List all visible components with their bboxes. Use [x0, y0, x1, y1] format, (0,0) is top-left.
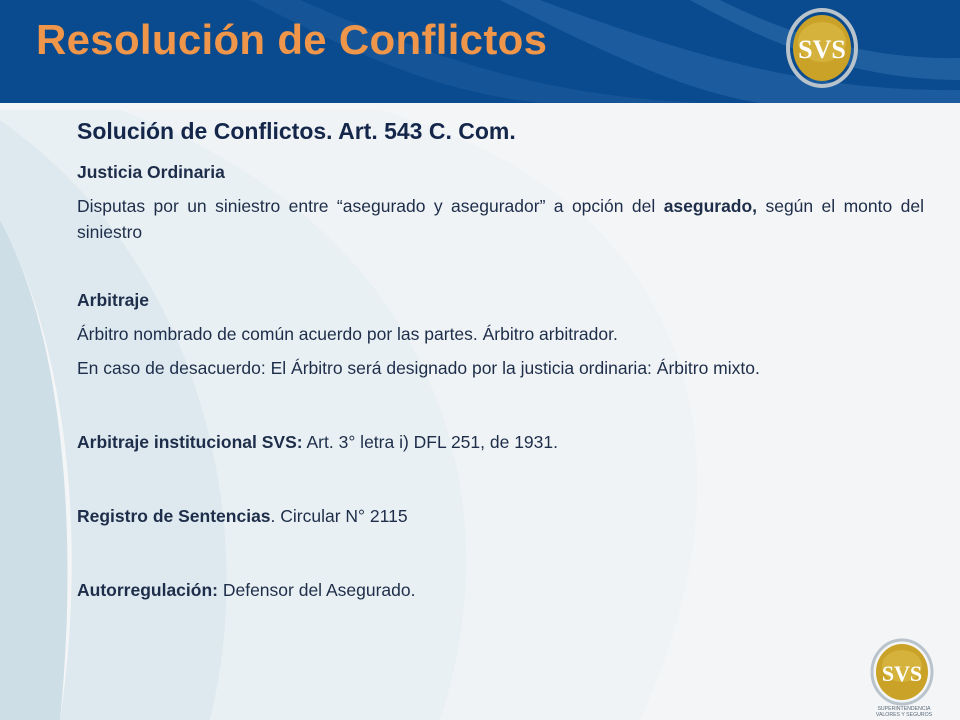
svg-text:SVS: SVS — [798, 35, 846, 64]
slide-body — [77, 118, 924, 603]
svs-footer-logo-icon — [864, 636, 944, 718]
autorregulacion-paragraph — [77, 577, 924, 603]
slide-title: Resolución de Conflictos — [36, 16, 548, 63]
institucional-paragraph — [77, 429, 924, 455]
arbitraje-line-1: Árbitro nombrado de común acuerdo por las partes. Árbitro arbitrador. — [77, 324, 618, 344]
svg-text:SUPERINTENDENCIA: SUPERINTENDENCIA — [877, 706, 931, 712]
slide-subtitle: Solución de Conflictos. Art. 543 C. Com. — [77, 118, 516, 144]
justicia-text-after: según el monto del siniestro — [77, 196, 924, 242]
registro-paragraph — [77, 503, 924, 529]
justicia-heading: Justicia Ordinaria — [77, 162, 225, 182]
autorregulacion-label: Autorregulación: — [77, 580, 218, 600]
arbitraje-heading: Arbitraje — [77, 290, 149, 310]
svg-text:VALORES Y SEGUROS: VALORES Y SEGUROS — [875, 712, 933, 718]
autorregulacion-text: Defensor del Asegurado. — [217, 580, 416, 600]
registro-label: Registro de Sentencias — [77, 506, 271, 526]
justicia-text: Disputas por un siniestro entre “asegurado y asegurador” a opción del — [77, 196, 664, 216]
justicia-bold: asegurado, — [663, 196, 758, 216]
registro-text: . Circular N° 2115 — [270, 506, 408, 526]
svs-logo-icon — [784, 6, 860, 90]
institucional-text: Art. 3° letra i) DFL 251, de 1931. — [302, 432, 558, 452]
svg-text:SVS: SVS — [881, 661, 923, 686]
justicia-paragraph — [77, 193, 924, 245]
arbitraje-line-2: En caso de desacuerdo: El Árbitro será designado por la justicia ordinaria: Árbitro mixto. — [77, 358, 760, 378]
institucional-label: Arbitraje institucional SVS: — [77, 432, 303, 452]
